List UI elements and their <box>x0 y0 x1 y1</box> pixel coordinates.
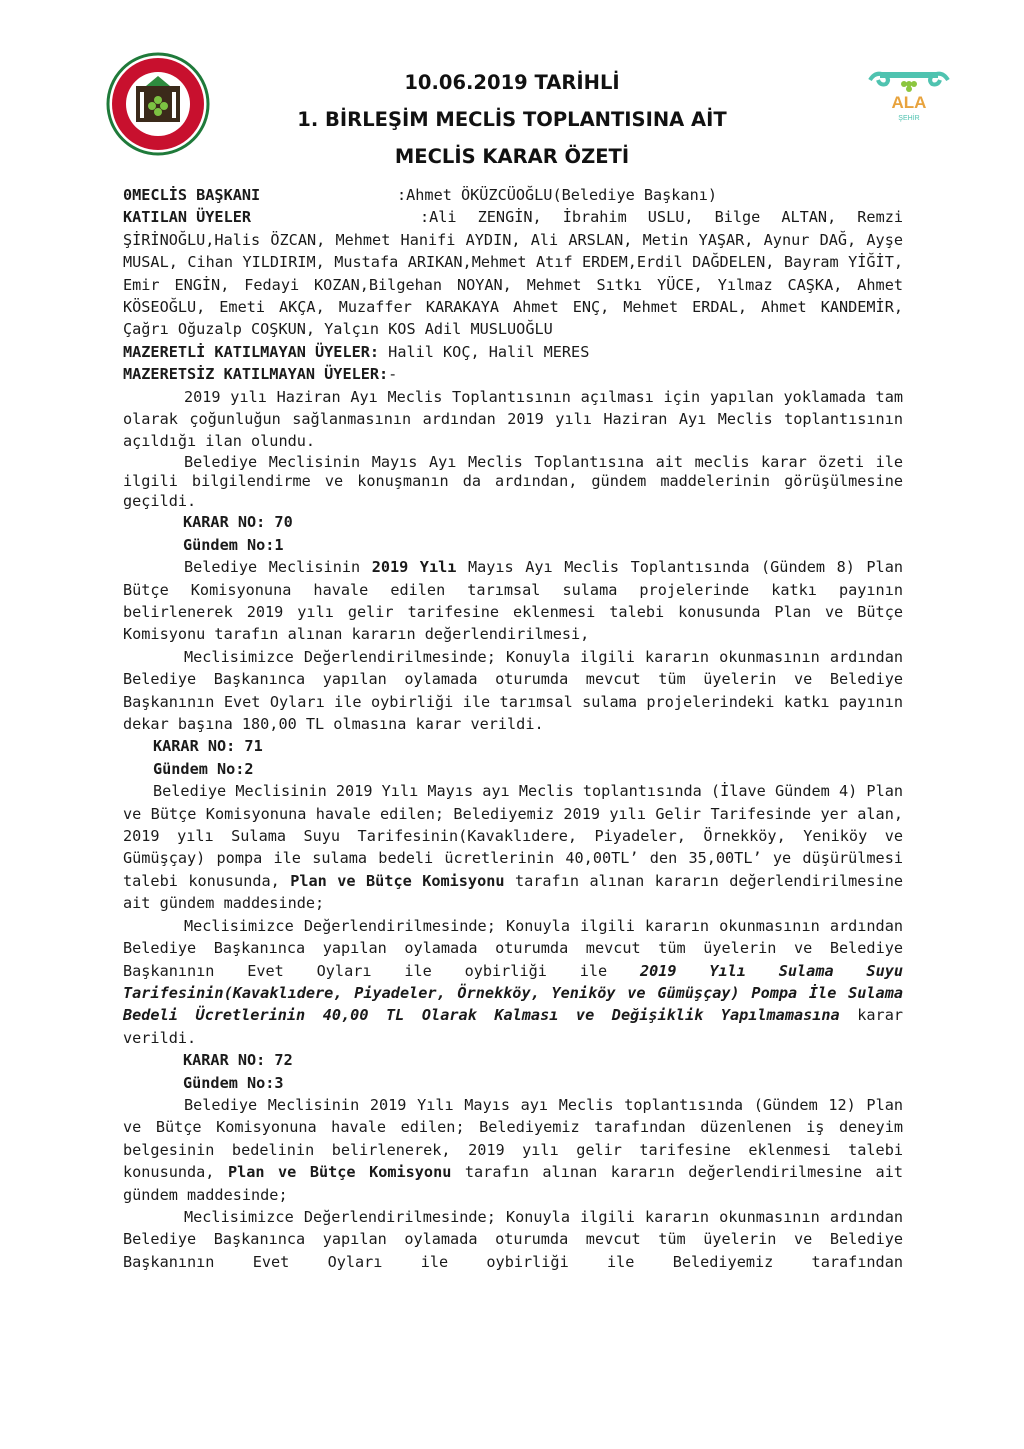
document-header <box>230 64 794 175</box>
d71-text-bold: Plan ve Bütçe Komisyonu <box>290 871 505 890</box>
decision-72-paragraph-2: Meclisimizce Değerlendirilmesinde; Konuyla ilgili kararın okunmasının ardından Belediye Başkanınca yapılan oylamada oturumda mevcut tüm üyelerin ve Belediye Başkanının Evet Oyları ile oybirliği ile Belediyemiz tarafından <box>123 1207 903 1271</box>
attending-members-list: ŞİRİNOĞLU,Halis ÖZCAN, Mehmet Hanifi AYDIN, Ali ARSLAN, Metin YAŞAR, Aynur DAĞ, Ayşe MUSAL, Cihan YILDIRIM, Mustafa ARIKAN,Mehmet Atıf ERDEM,Erdil DAĞDELEN, Bayram YİĞİT, Emir ENGİN, Fedayi KOZAN,Bilgehan NOYAN, Mehmet Sıtkı YÜCE, Yılmaz CAŞKA, Ahmet KÖSEOĞLU, Emeti AKÇA, Muzaffer KARAKAYA Ahmet ENÇ, Mehmet ERDAL, Ahmet KANDEMİR, Çağrı Oğuzalp COŞKUN, Yalçın KOS Adil MUSLUOĞLU <box>123 230 903 339</box>
unexcused-row <box>123 363 903 385</box>
unexcused-value: - <box>388 365 398 384</box>
decision-70-paragraph-2: Meclisimizce Değerlendirilmesinde; Konuyla ilgili kararın okunmasının ardından Belediye Başkanınca yapılan oylamada oturumda mevcut tüm üyelerin ve Belediye Başkanının Evet Oyları ile oybirliği ile tarımsal sulama projelerindeki katkı payının dekar başına 180,00 TL olmasına karar verildi. <box>123 647 903 734</box>
intro-paragraph-1: 2019 yılı Haziran Ayı Meclis Toplantısının açılması için yapılan yoklamada tam olarak çoğunluğun sağlanmasının ardından 2019 yılı Haziran Ayı Meclis toplantısının açıldığı ilan olundu. <box>123 387 903 451</box>
attending-label: KATILAN ÜYELER <box>123 208 252 227</box>
excused-row <box>123 341 903 363</box>
decision-72-paragraph-1 <box>123 1094 903 1206</box>
d70-text-bold: 2019 Yılı <box>371 558 457 577</box>
excused-label: MAZERETLİ KATILMAYAN ÜYELER: <box>123 342 380 361</box>
document-body <box>123 184 903 1273</box>
gundem-2-heading: Gündem No:2 <box>153 759 254 778</box>
d72-text-c: tarafın alınan kararın değerlendirilmesine ait gündem maddesinde; <box>123 1163 903 1204</box>
decision-71-paragraph-2 <box>123 915 903 1049</box>
alasehir-municipality-logo <box>106 52 210 156</box>
header-date-line: 10.06.2019 TARİHLİ <box>404 71 620 94</box>
d71-p2-text-a: Meclisimizce Değerlendirilmesinde; Konuyla ilgili kararın okunmasının ardından Belediye Başkanınca yapılan oylamada oturumda mevcut tüm üyelerin ve Belediye Başkanının Evet Oyları ile oybirliği ile <box>123 916 903 980</box>
d72-text-bold: Plan ve Bütçe Komisyonu <box>227 1163 452 1182</box>
svg-text:ALA: ALA <box>891 93 927 112</box>
president-value: :Ahmet ÖKÜZCÜOĞLU(Belediye Başkanı) <box>397 186 718 204</box>
gundem-1-heading: Gündem No:1 <box>183 535 284 554</box>
d71-text-a: Belediye Meclisinin 2019 Yılı Mayıs ayı Meclis toplantısında (İlave Gündem 4) Plan ve Bütçe Komisyonuna havale edilen; Belediyemiz 2019 yılı Gelir Tarifesinde yer alan, 2019 yılı Sulama Suyu Tarifesinin(Kavaklıdere, Piyadeler, Örnekköy, Yeniköy ve Gümüşçay) pompa ile sulama bedeli ücretlerinin 40,00TL’ den 35,00TL’ ye düşürülmesi talebi konusunda, <box>123 782 903 890</box>
president-label: 0MECLİS BAŞKANI <box>123 186 261 204</box>
decision-71-paragraph-1 <box>123 780 903 914</box>
header-session-line: 1. BİRLEŞİM MECLİS TOPLANTISINA AİT <box>297 108 727 131</box>
gundem-3-heading: Gündem No:3 <box>183 1073 284 1092</box>
d72-text-a: Belediye Meclisinin 2019 Yılı Mayıs ayı Meclis toplantısında (Gündem 12) Plan ve Bütçe Komisyonuna havale edilen; Belediyemiz tarafından düzenlenen iş deneyim belgesinin bedelinin belirlenerek, 2019 yılı gelir tarifesine eklenmesi talebi konusunda, <box>123 1095 903 1182</box>
president-row <box>123 184 903 206</box>
d70-text-c: Mayıs Ayı Meclis Toplantısında (Gündem 8) Plan Bütçe Komisyonuna havale edilen tarımsal sulama projelerinde katkı payının belirlenerek 2019 yılı gelir tarifesine eklenmesi talebi konusunda Plan ve Bütçe Komisyonu tarafın alınan kararın değerlendirilmesi, <box>123 558 903 644</box>
karar-71-heading: KARAR NO: 71 <box>153 737 263 756</box>
d71-p2-text-c: karar verildi. <box>123 1006 903 1047</box>
ala-sehir-brand-logo <box>866 66 952 126</box>
attending-first-line: :Ali ZENGİN, İbrahim USLU, Bilge ALTAN, Remzi <box>420 208 903 227</box>
attending-row <box>123 206 903 228</box>
d71-p2-bold-italic: 2019 Yılı Sulama Suyu Tarifesinin(Kavaklıdere, Piyadeler, Örnekköy, Yeniköy ve Gümüşçay) Pompa İle Sulama Bedeli Ücretlerinin 40,00 TL Olarak Kalması ve Değişiklik Yapılmamasına <box>123 961 903 1025</box>
svg-text:ŞEHİR: ŞEHİR <box>898 115 920 122</box>
unexcused-label: MAZERETSİZ KATILMAYAN ÜYELER: <box>123 365 389 384</box>
header-title-line: MECLİS KARAR ÖZETİ <box>394 145 630 168</box>
intro-paragraph-2: Belediye Meclisinin Mayıs Ayı Meclis Toplantısına ait meclis karar özeti ile ilgili bilgilendirme ve konuşmanın da ardından, gündem maddelerinin görüşülmesine geçildi. <box>123 452 903 510</box>
karar-70-heading: KARAR NO: 70 <box>183 513 293 532</box>
excused-value: Halil KOÇ, Halil MERES <box>379 342 590 361</box>
d71-text-c: tarafın alınan kararın değerlendirilmesine ait gündem maddesinde; <box>123 871 903 913</box>
karar-72-heading: KARAR NO: 72 <box>183 1051 293 1070</box>
d70-text-a: Belediye Meclisinin <box>184 558 372 577</box>
decision-70-paragraph-1 <box>123 556 903 646</box>
